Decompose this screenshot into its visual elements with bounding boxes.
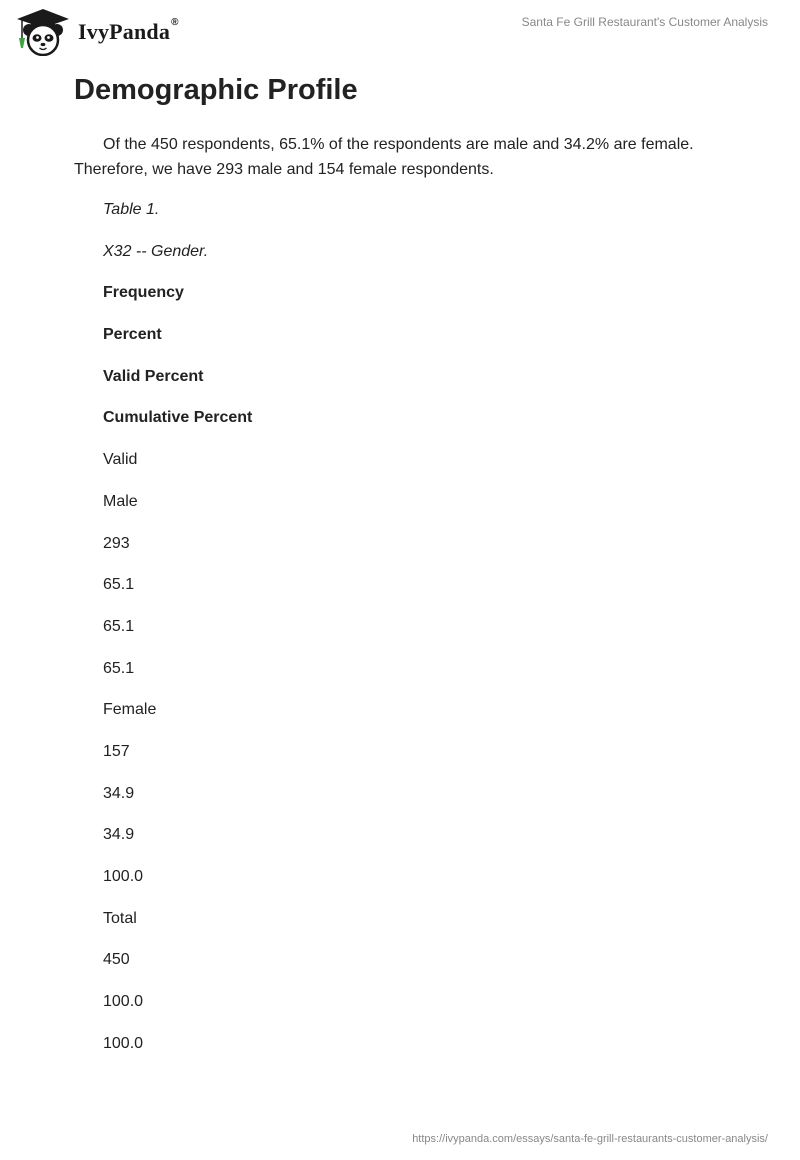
row-total-percent: 100.0 — [103, 993, 144, 1011]
registered-mark: ® — [171, 17, 179, 28]
brand-logo[interactable] — [14, 6, 179, 58]
row-total-valid-percent: 100.0 — [103, 1034, 144, 1052]
row-male-cumulative-percent: 65.1 — [103, 659, 135, 677]
row-total-frequency: 450 — [103, 951, 130, 969]
document-title: Santa Fe Grill Restaurant's Customer Analysis — [521, 15, 768, 29]
page-title: Demographic Profile — [74, 74, 358, 106]
gender-table — [103, 198, 252, 1073]
row-male-frequency: 293 — [103, 534, 130, 552]
header-valid-percent: Valid Percent — [103, 367, 204, 385]
header-percent: Percent — [103, 326, 162, 344]
footer-url[interactable]: https://ivypanda.com/essays/santa-fe-grill-restaurants-customer-analysis/ — [412, 1133, 768, 1145]
row-male-valid-percent: 65.1 — [103, 617, 135, 635]
row-total-label: Total — [103, 909, 137, 927]
header-cumulative-percent: Cumulative Percent — [103, 409, 253, 427]
row-female-label: Female — [103, 701, 157, 719]
row-female-valid-percent: 34.9 — [103, 826, 135, 844]
table-label: Table 1. — [103, 201, 160, 218]
row-female-frequency: 157 — [103, 742, 130, 760]
brand-name: IvyPanda® — [78, 17, 179, 44]
row-female-percent: 34.9 — [103, 784, 135, 802]
panda-graduate-icon — [14, 8, 72, 56]
intro-paragraph: Of the 450 respondents, 65.1% of the respondents are male and 34.2% are female. Therefore, we have 293 male and 154 female respondents. — [74, 136, 694, 178]
header-frequency: Frequency — [103, 284, 184, 302]
group-label-valid: Valid — [103, 451, 138, 469]
row-female-cumulative-percent: 100.0 — [103, 868, 144, 885]
page-header — [0, 0, 800, 64]
row-male-percent: 65.1 — [103, 576, 135, 594]
table-caption: X32 -- Gender. — [103, 242, 209, 260]
row-male-label: Male — [103, 492, 138, 510]
